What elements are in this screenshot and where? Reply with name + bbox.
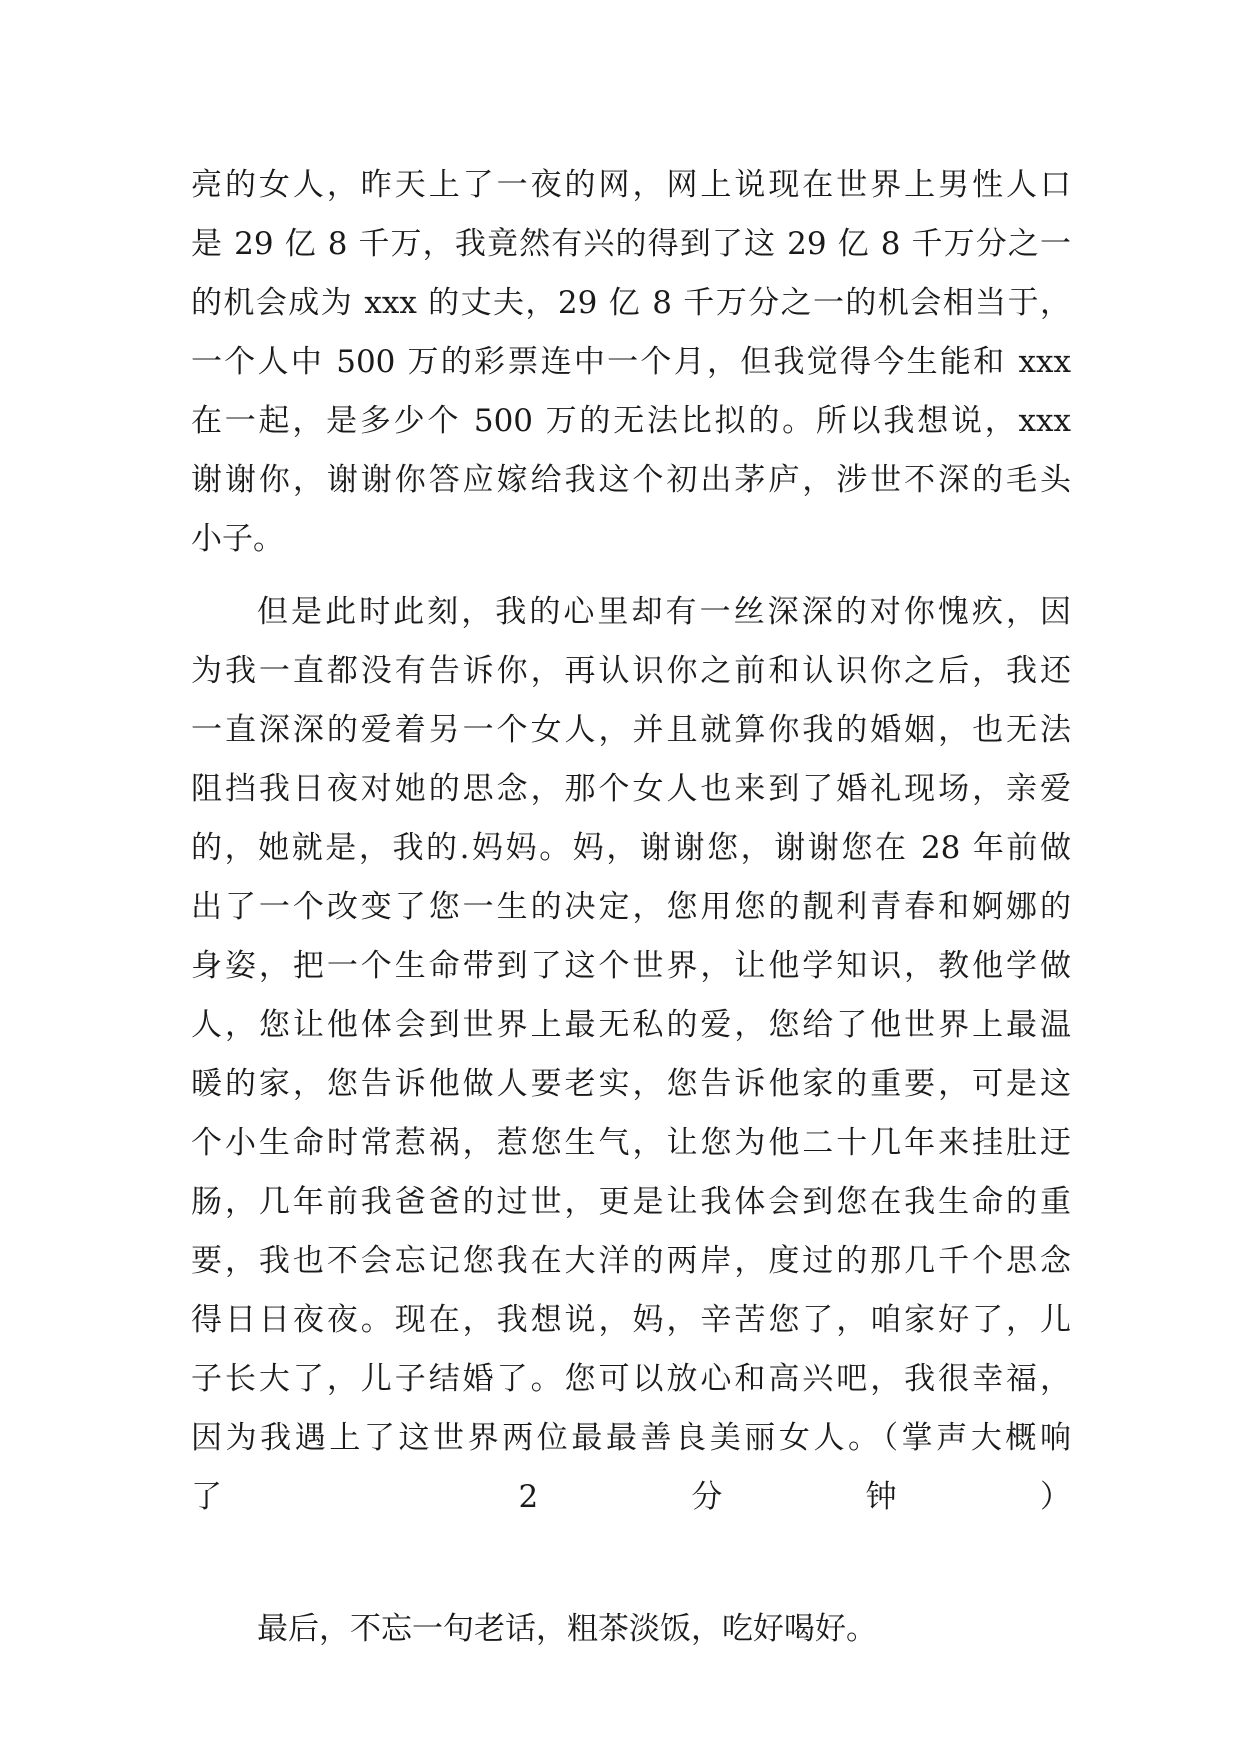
text-line: 小子。 — [191, 521, 284, 557]
text-line: 人，您让他体会到世界上最无私的爱，您给了他世界上最温 — [191, 1007, 1071, 1043]
text-line: 的机会成为 xxx 的丈夫，29 亿 8 千万分之一的机会相当于， — [191, 285, 1071, 321]
paragraph — [191, 583, 1071, 1586]
text-line — [191, 1527, 1071, 1586]
text-line: 个小生命时常惹祸，惹您生气，让您为他二十几年来挂肚迂 — [191, 1125, 1071, 1161]
text-line: 要，我也不会忘记您我在大洋的两岸，度过的那几千个思念 — [191, 1243, 1071, 1279]
text-line: 一直深深的爱着另一个女人，并且就算你我的婚姻，也无法 — [191, 712, 1071, 748]
text-line: 的，她就是，我的.妈妈。妈，谢谢您，谢谢您在 28 年前做 — [191, 830, 1071, 866]
text-line: 因为我遇上了这世界两位最最善良美丽女人。（掌声大概响 — [191, 1420, 1071, 1456]
text-line: 但是此时此刻，我的心里却有一丝深深的对你愧疚，因 — [257, 594, 1071, 630]
text-line: 为我一直都没有告诉你，再认识你之前和认识你之后，我还 — [191, 653, 1071, 689]
text-line: 得日日夜夜。现在，我想说，妈，辛苦您了，咱家好了，儿 — [191, 1302, 1071, 1338]
text-line: 亮的女人，昨天上了一夜的网，网上说现在世界上男性人口 — [191, 167, 1071, 203]
text-line: 了 2 分钟） — [191, 1479, 1071, 1515]
text-line: 阻挡我日夜对她的思念，那个女人也来到了婚礼现场，亲爱 — [191, 771, 1071, 807]
text-line: 是 29 亿 8 千万，我竟然有兴的得到了这 29 亿 8 千万分之一 — [191, 226, 1071, 262]
text-line: 肠，几年前我爸爸的过世，更是让我体会到您在我生命的重 — [191, 1184, 1071, 1220]
paragraph — [191, 156, 1071, 569]
text-line: 出了一个改变了您一生的决定，您用您的靓利青春和婀娜的 — [191, 889, 1071, 925]
paragraph — [191, 1600, 1071, 1659]
text-line: 在一起，是多少个 500 万的无法比拟的。所以我想说，xxx — [191, 403, 1071, 439]
text-line: 身姿，把一个生命带到了这个世界，让他学知识，教他学做 — [191, 948, 1071, 984]
text-line: 谢谢你，谢谢你答应嫁给我这个初出茅庐，涉世不深的毛头 — [191, 462, 1071, 498]
text-line: 最后，不忘一句老话，粗茶淡饭，吃好喝好。 — [257, 1611, 877, 1647]
document-body — [191, 156, 1071, 1659]
text-line: 子长大了，儿子结婚了。您可以放心和高兴吧，我很幸福， — [191, 1361, 1071, 1397]
text-line: 一个人中 500 万的彩票连中一个月，但我觉得今生能和 xxx — [191, 344, 1071, 380]
text-line: 暖的家，您告诉他做人要老实，您告诉他家的重要，可是这 — [191, 1066, 1071, 1102]
